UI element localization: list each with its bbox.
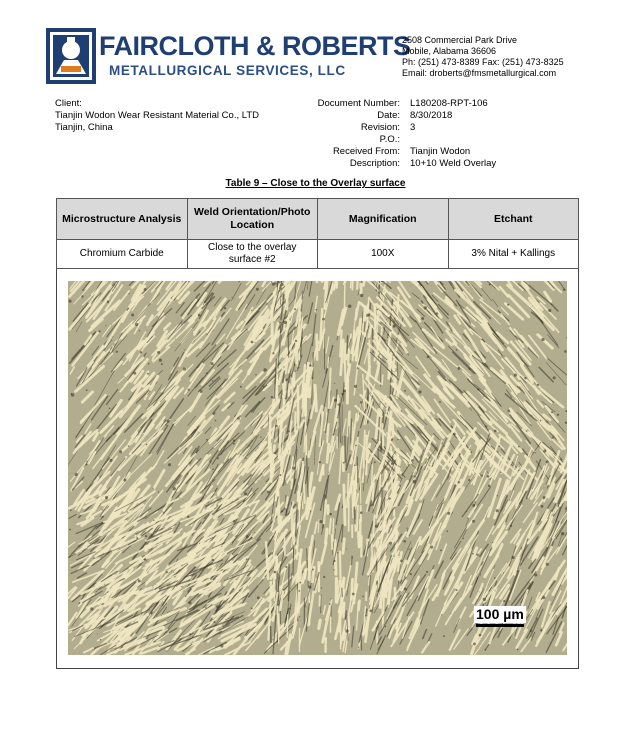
company-logo-icon [46,28,96,84]
scale-bar-line [476,624,524,627]
meta-label: Date: [377,110,400,121]
meta-value: Tianjin Wodon [410,146,471,157]
meta-value: L180208-RPT-106 [410,98,488,109]
meta-value: 3 [410,122,416,133]
micrograph-image [68,281,567,655]
meta-value: 10+10 Weld Overlay [410,158,497,169]
client-label: Client: [55,98,82,109]
table-cell: 3% Nital + Kallings [448,240,579,269]
table-cell: 100X [318,240,449,269]
table-cell: Close to the overlay surface #2 [187,240,318,269]
meta-label: Revision: [360,122,400,133]
analysis-table [56,198,579,269]
company-address [402,35,564,79]
meta-row-document-number [282,98,496,110]
meta-row-received-from [282,146,496,158]
meta-row-date [282,110,496,122]
client-location: Tianjin, China [55,122,113,133]
meta-row-revision [282,122,496,134]
column-header: Weld Orientation/Photo Location [187,199,318,240]
meta-row-description [282,158,496,170]
meta-label: Description: [349,158,400,169]
table-title: Table 9 – Close to the Overlay surface [225,178,406,189]
phone-fax-line: Ph: (251) 473-8389 Fax: (251) 473-8325 [402,57,564,67]
address-line: 2508 Commercial Park Drive [402,35,518,45]
column-header: Microstructure Analysis [57,199,188,240]
scale-bar-label: 100 µm [476,606,524,622]
meta-label: Received From: [332,146,400,157]
company-subtitle: METALLURGICAL SERVICES, LLC [109,63,346,78]
address-line: Mobile, Alabama 36606 [402,46,497,56]
meta-value: 8/30/2018 [410,110,453,121]
meta-label: P.O.: [379,134,400,145]
table-row [57,240,579,269]
email-line: Email: droberts@fmsmetallurgical.com [402,68,557,78]
meta-row-po [282,134,496,146]
column-header: Etchant [448,199,579,240]
table-header-row [57,199,579,240]
column-header: Magnification [318,199,449,240]
table-cell: Chromium Carbide [57,240,188,269]
document-meta [282,98,496,170]
client-name: Tianjin Wodon Wear Resistant Material Co., LTD [55,110,259,121]
meta-label: Document Number: [317,98,400,109]
company-name: FAIRCLOTH & ROBERTS [99,31,411,61]
client-block [55,98,259,134]
